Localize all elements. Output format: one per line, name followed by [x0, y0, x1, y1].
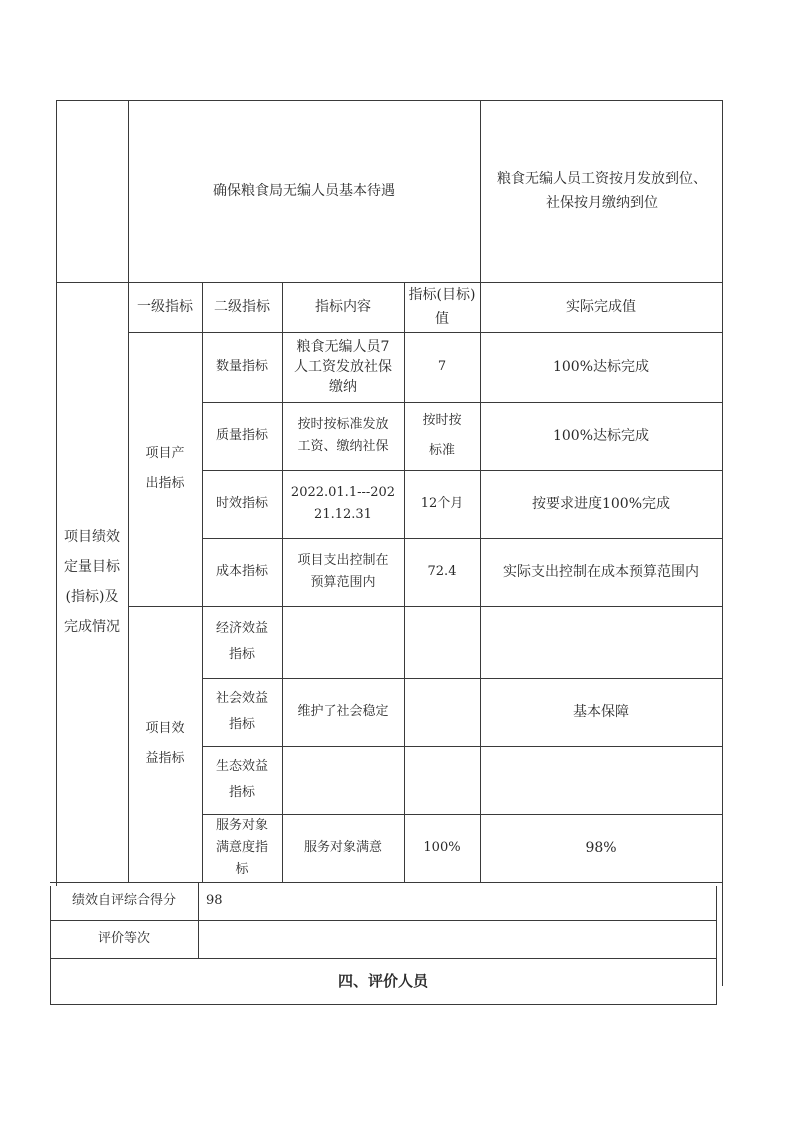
- benefit-row-2-content: 维护了社会稳定: [297, 704, 389, 719]
- goal-cell: 确保粮食局无编人员基本待遇: [213, 183, 395, 199]
- section-label: 项目绩效定量目标(指标)及完成情况: [64, 529, 120, 635]
- output-row-2-level2: 质量指标: [215, 428, 268, 443]
- section-four-title: 四、评价人员: [337, 972, 428, 990]
- benefit-row-3-level2: 生态效益指标: [216, 759, 269, 800]
- benefit-row-1-level2: 经济效益指标: [216, 621, 269, 662]
- benefit-row-2-level2: 社会效益指标: [216, 691, 269, 732]
- benefit-row-3-actual: [480, 746, 722, 814]
- output-row-2-actual: 100%达标完成: [552, 428, 650, 444]
- benefit-row-4-content: 服务对象满意: [303, 840, 382, 855]
- table-bottom-border: [50, 1004, 717, 1005]
- score-label: 绩效自评综合得分: [71, 893, 176, 908]
- output-row-2-target: 按时按标准: [422, 413, 462, 458]
- benefit-row-2-actual: 基本保障: [573, 704, 629, 720]
- output-row-3-target: 12个月: [420, 496, 464, 511]
- output-row-1-target: 7: [437, 359, 447, 374]
- header-content: 指标内容: [315, 299, 371, 315]
- table-right-border-lower: [716, 886, 717, 1004]
- header-target: 指标(目标)值: [408, 287, 476, 327]
- output-group-label: 项目产出指标: [145, 446, 185, 491]
- benefit-row-1-content: [282, 606, 404, 678]
- output-row-1-content: 粮食无编人员7人工资发放社保缴纳: [294, 339, 392, 395]
- result-cell: 粮食无编人员工资按月发放到位、社保按月缴纳到位: [497, 171, 707, 211]
- output-row-1-actual: 100%达标完成: [552, 359, 650, 375]
- benefit-row-3-target: [404, 746, 480, 814]
- output-row-3-actual: 按要求进度100%完成: [531, 496, 671, 512]
- output-row-3-level2: 时效指标: [215, 496, 268, 511]
- benefit-row-4-level2: 服务对象满意度指标: [215, 818, 268, 877]
- benefit-row-1-actual: [480, 606, 722, 678]
- output-row-4-level2: 成本指标: [215, 564, 268, 579]
- table-right-border-upper: [722, 100, 723, 986]
- output-row-1-level2: 数量指标: [215, 359, 268, 374]
- output-row-3-content: 2022.01.1---20221.12.31: [290, 485, 396, 522]
- output-row-4-actual: 实际支出控制在成本预算范围内: [503, 564, 699, 580]
- col-line-top-mid: [480, 100, 481, 282]
- header-level2: 二级指标: [214, 299, 270, 315]
- benefit-row-4-target: 100%: [423, 840, 461, 855]
- benefit-group-label: 项目效益指标: [145, 721, 185, 766]
- score-value: 98: [206, 893, 223, 908]
- benefit-row-2-target: [404, 678, 480, 746]
- header-actual: 实际完成值: [566, 299, 636, 315]
- benefit-row-1-target: [404, 606, 480, 678]
- grade-value: [200, 920, 716, 958]
- header-level1: 一级指标: [137, 299, 193, 315]
- output-row-4-content: 项目支出控制在预算范围内: [297, 553, 389, 590]
- benefit-row-3-content: [282, 746, 404, 814]
- grade-label: 评价等次: [97, 931, 150, 946]
- benefit-row-4-actual: 98%: [585, 840, 617, 856]
- output-row-2-content: 按时按标准发放工资、缴纳社保: [297, 417, 389, 454]
- output-row-4-target: 72.4: [427, 564, 457, 579]
